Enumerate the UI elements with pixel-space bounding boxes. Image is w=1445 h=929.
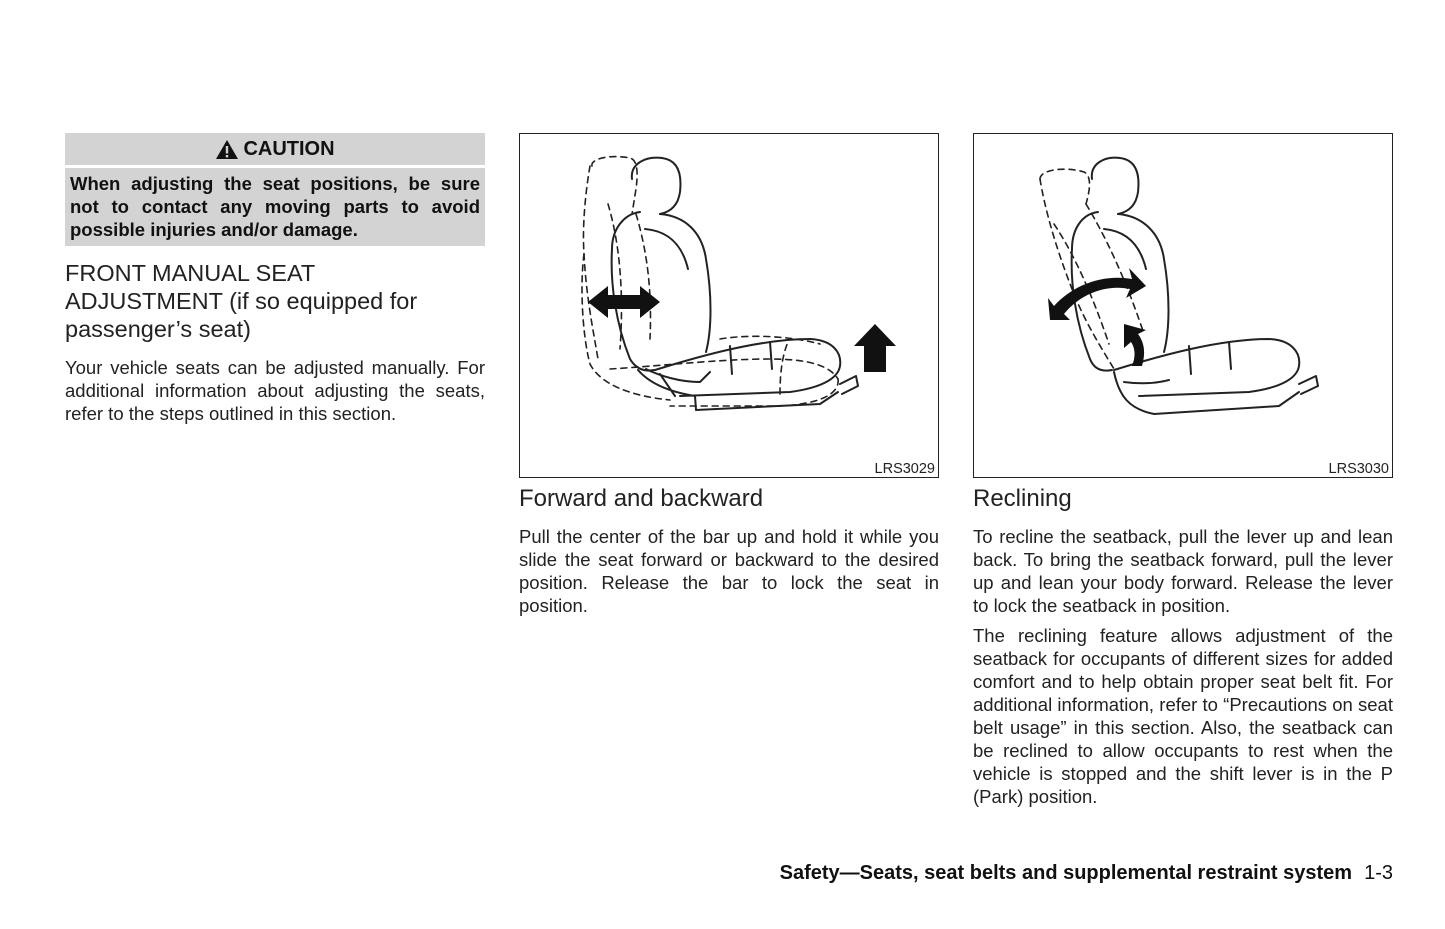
- section-title-line-1: FRONT MANUAL SEAT: [65, 260, 316, 286]
- caution-header: [65, 133, 485, 165]
- footer-section-title: Safety—Seats, seat belts and supplemental restraint system: [779, 862, 1353, 884]
- section-title-line-3: passenger’s seat): [65, 316, 251, 342]
- figure-forward-backward: [519, 133, 939, 478]
- forward-backward-title: Forward and backward: [519, 485, 764, 512]
- forward-backward-paragraph: Pull the center of the bar up and hold it while you slide the seat forward or backward to the desired position. Release the bar to lock the seat in position.: [519, 526, 939, 616]
- right-column: [973, 133, 1393, 808]
- caution-heading: CAUTION: [243, 137, 335, 160]
- warning-icon: [215, 139, 239, 160]
- front-manual-paragraph: Your vehicle seats can be adjusted manually. For additional information about adjusting the seats, refer to the steps outlined in this section.: [65, 357, 485, 424]
- seat-slide-illustration: [520, 134, 938, 477]
- reclining-paragraph-2: The reclining feature allows adjustment of the seatback for occupants of different sizes for added comfort and to help obtain proper seat belt fit. For additional information, refer to “Precautions on seat belt usage” in this section. Also, the seatback can be reclined to allow occupants to rest when the vehicle is stopped and the shift lever is in the P (Park) position.: [973, 625, 1393, 807]
- figure-reclining: [973, 133, 1393, 478]
- page-number: 1-3: [1364, 862, 1393, 884]
- section-title-line-2: ADJUSTMENT (if so equipped for: [65, 288, 418, 314]
- figure-code-lrs3030: LRS3030: [1328, 461, 1389, 477]
- left-column: [65, 133, 485, 425]
- section-title: [65, 259, 485, 343]
- reclining-paragraph-1: To recline the seatback, pull the lever up and lean back. To bring the seatback forward, pull the lever up and lean your body forward. Release the lever to lock the seatback in position.: [973, 526, 1393, 616]
- figure-code-lrs3029: LRS3029: [874, 461, 935, 477]
- reclining-title: Reclining: [973, 485, 1072, 512]
- middle-column: [519, 133, 939, 617]
- caution-text: When adjusting the seat positions, be sure not to contact any moving parts to avoid possible injuries and/or damage.: [65, 168, 485, 246]
- seat-recline-illustration: [974, 134, 1392, 477]
- page-footer: [780, 862, 1393, 885]
